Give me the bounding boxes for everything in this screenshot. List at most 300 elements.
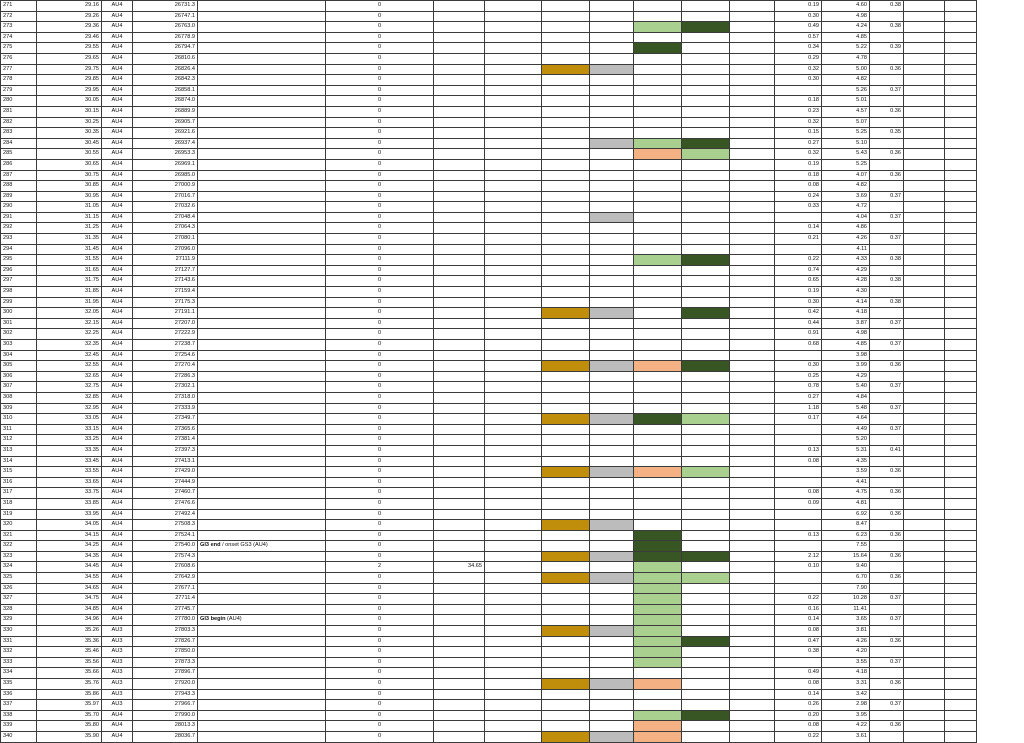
cell-empty[interactable] <box>485 604 542 615</box>
cell-value-c[interactable] <box>870 647 904 658</box>
cell-color-flag[interactable] <box>634 85 682 96</box>
cell-empty[interactable] <box>945 244 977 255</box>
cell-unit[interactable]: AU4 <box>102 170 133 181</box>
cell-extra-depth[interactable] <box>434 202 485 213</box>
cell-empty[interactable] <box>904 679 945 690</box>
cell-empty[interactable] <box>904 573 945 584</box>
cell-value-a[interactable]: 0.29 <box>775 53 822 64</box>
cell-unit[interactable]: AU4 <box>102 75 133 86</box>
cell-value-c[interactable]: 0.36 <box>870 488 904 499</box>
cell-extra-depth[interactable] <box>434 191 485 202</box>
cell-color-flag[interactable] <box>542 382 590 393</box>
cell-extra-depth[interactable] <box>434 445 485 456</box>
cell-color-flag[interactable] <box>634 350 682 361</box>
cell-sample-number[interactable]: 316 <box>1 477 37 488</box>
cell-color-flag[interactable] <box>590 392 634 403</box>
cell-color-flag[interactable] <box>542 361 590 372</box>
cell-count[interactable]: 0 <box>326 414 434 425</box>
cell-sample-number[interactable]: 296 <box>1 265 37 276</box>
cell-age[interactable]: 26763.0 <box>133 22 198 33</box>
cell-color-flag[interactable] <box>634 636 682 647</box>
cell-unit[interactable]: AU4 <box>102 223 133 234</box>
cell-empty[interactable] <box>945 679 977 690</box>
cell-depth[interactable]: 29.85 <box>37 75 102 86</box>
cell-value-b[interactable]: 4.28 <box>822 276 870 287</box>
cell-depth[interactable]: 35.56 <box>37 657 102 668</box>
cell-sample-number[interactable]: 324 <box>1 562 37 573</box>
cell-empty[interactable] <box>485 562 542 573</box>
cell-color-flag[interactable] <box>682 551 730 562</box>
cell-unit[interactable]: AU4 <box>102 435 133 446</box>
cell-color-flag[interactable] <box>634 159 682 170</box>
cell-color-flag[interactable] <box>634 657 682 668</box>
cell-empty[interactable] <box>945 647 977 658</box>
cell-color-flag[interactable] <box>634 573 682 584</box>
cell-value-b[interactable]: 15.64 <box>822 551 870 562</box>
cell-color-flag[interactable] <box>590 382 634 393</box>
cell-empty[interactable] <box>730 170 775 181</box>
cell-extra-depth[interactable] <box>434 498 485 509</box>
cell-color-flag[interactable] <box>590 181 634 192</box>
cell-extra-depth[interactable] <box>434 85 485 96</box>
cell-empty[interactable] <box>485 106 542 117</box>
cell-value-a[interactable]: 0.30 <box>775 361 822 372</box>
cell-value-c[interactable] <box>870 435 904 446</box>
cell-empty[interactable] <box>945 297 977 308</box>
cell-sample-number[interactable]: 299 <box>1 297 37 308</box>
cell-empty[interactable] <box>904 731 945 742</box>
cell-color-flag[interactable] <box>590 530 634 541</box>
cell-depth[interactable]: 33.25 <box>37 435 102 446</box>
cell-sample-number[interactable]: 306 <box>1 371 37 382</box>
cell-depth[interactable]: 31.05 <box>37 202 102 213</box>
cell-color-flag[interactable] <box>590 477 634 488</box>
cell-color-flag[interactable] <box>542 679 590 690</box>
cell-annotation[interactable] <box>198 96 326 107</box>
cell-color-flag[interactable] <box>682 85 730 96</box>
cell-unit[interactable]: AU4 <box>102 32 133 43</box>
cell-sample-number[interactable]: 294 <box>1 244 37 255</box>
cell-sample-number[interactable]: 309 <box>1 403 37 414</box>
cell-color-flag[interactable] <box>542 371 590 382</box>
cell-empty[interactable] <box>904 467 945 478</box>
cell-empty[interactable] <box>485 22 542 33</box>
cell-color-flag[interactable] <box>682 541 730 552</box>
cell-value-b[interactable]: 5.20 <box>822 435 870 446</box>
cell-depth[interactable]: 32.35 <box>37 340 102 351</box>
cell-color-flag[interactable] <box>682 1 730 12</box>
cell-empty[interactable] <box>485 530 542 541</box>
cell-count[interactable]: 0 <box>326 22 434 33</box>
cell-value-b[interactable]: 4.85 <box>822 340 870 351</box>
cell-empty[interactable] <box>730 340 775 351</box>
cell-color-flag[interactable] <box>542 710 590 721</box>
cell-color-flag[interactable] <box>542 244 590 255</box>
cell-color-flag[interactable] <box>634 318 682 329</box>
cell-empty[interactable] <box>730 191 775 202</box>
cell-color-flag[interactable] <box>634 626 682 637</box>
cell-color-flag[interactable] <box>634 287 682 298</box>
cell-empty[interactable] <box>945 11 977 22</box>
cell-value-a[interactable]: 0.27 <box>775 392 822 403</box>
cell-color-flag[interactable] <box>542 340 590 351</box>
cell-value-b[interactable]: 3.99 <box>822 361 870 372</box>
cell-empty[interactable] <box>945 583 977 594</box>
cell-color-flag[interactable] <box>542 562 590 573</box>
cell-value-a[interactable]: 0.08 <box>775 488 822 499</box>
cell-count[interactable]: 0 <box>326 583 434 594</box>
cell-color-flag[interactable] <box>682 202 730 213</box>
cell-age[interactable]: 26826.4 <box>133 64 198 75</box>
cell-empty[interactable] <box>904 361 945 372</box>
cell-value-a[interactable]: 0.18 <box>775 170 822 181</box>
cell-age[interactable]: 26731.3 <box>133 1 198 12</box>
cell-annotation[interactable] <box>198 679 326 690</box>
cell-annotation[interactable] <box>198 234 326 245</box>
cell-value-c[interactable]: 0.36 <box>870 467 904 478</box>
cell-value-c[interactable]: 0.36 <box>870 106 904 117</box>
cell-color-flag[interactable] <box>682 403 730 414</box>
cell-extra-depth[interactable] <box>434 520 485 531</box>
cell-depth[interactable]: 33.85 <box>37 498 102 509</box>
cell-age[interactable]: 27608.6 <box>133 562 198 573</box>
cell-age[interactable]: 27096.0 <box>133 244 198 255</box>
cell-age[interactable]: 27492.4 <box>133 509 198 520</box>
cell-value-a[interactable]: 0.74 <box>775 265 822 276</box>
cell-depth[interactable]: 34.96 <box>37 615 102 626</box>
cell-extra-depth[interactable] <box>434 679 485 690</box>
cell-color-flag[interactable] <box>634 96 682 107</box>
cell-extra-depth[interactable] <box>434 64 485 75</box>
cell-color-flag[interactable] <box>634 424 682 435</box>
cell-annotation[interactable] <box>198 509 326 520</box>
cell-annotation[interactable] <box>198 392 326 403</box>
cell-count[interactable]: 0 <box>326 117 434 128</box>
cell-count[interactable]: 0 <box>326 340 434 351</box>
cell-age[interactable]: 27175.3 <box>133 297 198 308</box>
cell-annotation[interactable] <box>198 382 326 393</box>
cell-depth[interactable]: 35.26 <box>37 626 102 637</box>
cell-empty[interactable] <box>485 340 542 351</box>
cell-unit[interactable]: AU4 <box>102 159 133 170</box>
cell-value-a[interactable]: 0.16 <box>775 604 822 615</box>
cell-annotation[interactable] <box>198 562 326 573</box>
cell-count[interactable]: 0 <box>326 626 434 637</box>
cell-sample-number[interactable]: 335 <box>1 679 37 690</box>
cell-age[interactable]: 26858.1 <box>133 85 198 96</box>
cell-color-flag[interactable] <box>634 392 682 403</box>
cell-depth[interactable]: 34.85 <box>37 604 102 615</box>
cell-unit[interactable]: AU3 <box>102 626 133 637</box>
cell-unit[interactable]: AU3 <box>102 636 133 647</box>
cell-color-flag[interactable] <box>634 710 682 721</box>
cell-sample-number[interactable]: 314 <box>1 456 37 467</box>
cell-empty[interactable] <box>904 22 945 33</box>
cell-extra-depth[interactable] <box>434 626 485 637</box>
cell-value-c[interactable]: 0.38 <box>870 255 904 266</box>
cell-empty[interactable] <box>945 541 977 552</box>
cell-count[interactable]: 0 <box>326 75 434 86</box>
cell-sample-number[interactable]: 280 <box>1 96 37 107</box>
cell-annotation[interactable] <box>198 477 326 488</box>
cell-color-flag[interactable] <box>682 53 730 64</box>
cell-annotation[interactable] <box>198 551 326 562</box>
cell-value-b[interactable]: 3.98 <box>822 350 870 361</box>
cell-color-flag[interactable] <box>634 117 682 128</box>
cell-value-b[interactable]: 4.20 <box>822 647 870 658</box>
cell-age[interactable]: 27574.3 <box>133 551 198 562</box>
cell-empty[interactable] <box>945 604 977 615</box>
cell-value-c[interactable] <box>870 350 904 361</box>
cell-empty[interactable] <box>945 731 977 742</box>
cell-empty[interactable] <box>485 520 542 531</box>
cell-color-flag[interactable] <box>590 276 634 287</box>
cell-empty[interactable] <box>904 636 945 647</box>
cell-sample-number[interactable]: 337 <box>1 700 37 711</box>
cell-value-b[interactable]: 3.69 <box>822 191 870 202</box>
cell-unit[interactable]: AU3 <box>102 689 133 700</box>
cell-unit[interactable]: AU4 <box>102 731 133 742</box>
cell-count[interactable]: 0 <box>326 668 434 679</box>
cell-count[interactable]: 0 <box>326 710 434 721</box>
cell-count[interactable]: 0 <box>326 403 434 414</box>
cell-color-flag[interactable] <box>542 223 590 234</box>
cell-value-a[interactable]: 0.30 <box>775 297 822 308</box>
cell-age[interactable]: 26842.3 <box>133 75 198 86</box>
cell-color-flag[interactable] <box>590 498 634 509</box>
cell-value-c[interactable]: 0.41 <box>870 445 904 456</box>
cell-empty[interactable] <box>945 626 977 637</box>
cell-color-flag[interactable] <box>634 212 682 223</box>
cell-color-flag[interactable] <box>634 414 682 425</box>
cell-extra-depth[interactable] <box>434 96 485 107</box>
cell-empty[interactable] <box>904 435 945 446</box>
cell-sample-number[interactable]: 336 <box>1 689 37 700</box>
cell-empty[interactable] <box>945 181 977 192</box>
cell-annotation[interactable] <box>198 710 326 721</box>
cell-count[interactable]: 0 <box>326 297 434 308</box>
cell-empty[interactable] <box>945 403 977 414</box>
cell-color-flag[interactable] <box>634 1 682 12</box>
cell-color-flag[interactable] <box>682 32 730 43</box>
cell-value-b[interactable]: 3.81 <box>822 626 870 637</box>
cell-color-flag[interactable] <box>682 371 730 382</box>
cell-color-flag[interactable] <box>590 75 634 86</box>
cell-color-flag[interactable] <box>542 445 590 456</box>
cell-empty[interactable] <box>904 424 945 435</box>
cell-empty[interactable] <box>945 657 977 668</box>
cell-color-flag[interactable] <box>682 488 730 499</box>
cell-empty[interactable] <box>945 75 977 86</box>
cell-color-flag[interactable] <box>590 414 634 425</box>
cell-empty[interactable] <box>904 604 945 615</box>
cell-unit[interactable]: AU4 <box>102 382 133 393</box>
cell-sample-number[interactable]: 281 <box>1 106 37 117</box>
cell-depth[interactable]: 31.45 <box>37 244 102 255</box>
cell-empty[interactable] <box>730 424 775 435</box>
cell-empty[interactable] <box>730 647 775 658</box>
cell-color-flag[interactable] <box>542 287 590 298</box>
cell-value-b[interactable]: 3.95 <box>822 710 870 721</box>
cell-age[interactable]: 27444.9 <box>133 477 198 488</box>
cell-empty[interactable] <box>485 191 542 202</box>
cell-empty[interactable] <box>485 594 542 605</box>
cell-empty[interactable] <box>730 551 775 562</box>
cell-depth[interactable]: 30.55 <box>37 149 102 160</box>
cell-age[interactable]: 27873.3 <box>133 657 198 668</box>
cell-empty[interactable] <box>945 700 977 711</box>
cell-annotation[interactable] <box>198 361 326 372</box>
cell-value-a[interactable] <box>775 85 822 96</box>
cell-color-flag[interactable] <box>634 43 682 54</box>
cell-sample-number[interactable]: 302 <box>1 329 37 340</box>
cell-age[interactable]: 27333.9 <box>133 403 198 414</box>
cell-color-flag[interactable] <box>634 64 682 75</box>
cell-empty[interactable] <box>945 392 977 403</box>
cell-count[interactable]: 0 <box>326 636 434 647</box>
cell-age[interactable]: 26778.9 <box>133 32 198 43</box>
cell-depth[interactable]: 30.35 <box>37 128 102 139</box>
cell-color-flag[interactable] <box>682 594 730 605</box>
cell-extra-depth[interactable] <box>434 318 485 329</box>
cell-unit[interactable]: AU4 <box>102 11 133 22</box>
cell-depth[interactable]: 34.15 <box>37 530 102 541</box>
cell-color-flag[interactable] <box>634 403 682 414</box>
cell-value-a[interactable]: 0.13 <box>775 445 822 456</box>
cell-extra-depth[interactable] <box>434 159 485 170</box>
cell-extra-depth[interactable] <box>434 392 485 403</box>
cell-empty[interactable] <box>730 509 775 520</box>
cell-count[interactable]: 0 <box>326 445 434 456</box>
cell-color-flag[interactable] <box>682 700 730 711</box>
cell-age[interactable]: 27381.4 <box>133 435 198 446</box>
cell-unit[interactable]: AU4 <box>102 138 133 149</box>
cell-depth[interactable]: 34.25 <box>37 541 102 552</box>
cell-empty[interactable] <box>904 445 945 456</box>
cell-color-flag[interactable] <box>590 636 634 647</box>
cell-sample-number[interactable]: 292 <box>1 223 37 234</box>
cell-unit[interactable]: AU4 <box>102 128 133 139</box>
cell-depth[interactable]: 30.65 <box>37 159 102 170</box>
cell-color-flag[interactable] <box>590 520 634 531</box>
cell-value-c[interactable] <box>870 287 904 298</box>
cell-color-flag[interactable] <box>590 329 634 340</box>
cell-empty[interactable] <box>904 276 945 287</box>
cell-value-c[interactable]: 0.37 <box>870 85 904 96</box>
cell-color-flag[interactable] <box>634 731 682 742</box>
cell-value-a[interactable]: 0.08 <box>775 626 822 637</box>
cell-empty[interactable] <box>730 382 775 393</box>
cell-empty[interactable] <box>485 265 542 276</box>
cell-color-flag[interactable] <box>634 371 682 382</box>
cell-extra-depth[interactable] <box>434 477 485 488</box>
cell-value-b[interactable]: 4.82 <box>822 181 870 192</box>
cell-color-flag[interactable] <box>682 43 730 54</box>
cell-color-flag[interactable] <box>542 721 590 732</box>
cell-color-flag[interactable] <box>634 297 682 308</box>
cell-sample-number[interactable]: 317 <box>1 488 37 499</box>
cell-value-a[interactable]: 0.42 <box>775 308 822 319</box>
cell-sample-number[interactable]: 310 <box>1 414 37 425</box>
cell-value-c[interactable] <box>870 75 904 86</box>
cell-empty[interactable] <box>485 170 542 181</box>
cell-sample-number[interactable]: 290 <box>1 202 37 213</box>
cell-value-a[interactable]: 0.47 <box>775 636 822 647</box>
cell-color-flag[interactable] <box>542 424 590 435</box>
cell-color-flag[interactable] <box>682 668 730 679</box>
cell-sample-number[interactable]: 277 <box>1 64 37 75</box>
cell-extra-depth[interactable] <box>434 117 485 128</box>
cell-color-flag[interactable] <box>590 202 634 213</box>
cell-color-flag[interactable] <box>590 318 634 329</box>
cell-empty[interactable] <box>945 212 977 223</box>
cell-extra-depth[interactable] <box>434 731 485 742</box>
cell-value-a[interactable]: 0.08 <box>775 721 822 732</box>
cell-color-flag[interactable] <box>590 647 634 658</box>
cell-extra-depth[interactable] <box>434 636 485 647</box>
cell-color-flag[interactable] <box>590 11 634 22</box>
cell-empty[interactable] <box>485 477 542 488</box>
cell-empty[interactable] <box>730 64 775 75</box>
cell-extra-depth[interactable] <box>434 181 485 192</box>
cell-age[interactable]: 27000.9 <box>133 181 198 192</box>
cell-empty[interactable] <box>730 731 775 742</box>
cell-count[interactable]: 0 <box>326 43 434 54</box>
cell-color-flag[interactable] <box>634 445 682 456</box>
cell-empty[interactable] <box>945 308 977 319</box>
cell-depth[interactable]: 35.90 <box>37 731 102 742</box>
cell-color-flag[interactable] <box>590 721 634 732</box>
cell-empty[interactable] <box>730 710 775 721</box>
cell-empty[interactable] <box>904 149 945 160</box>
cell-annotation[interactable] <box>198 75 326 86</box>
cell-value-c[interactable]: 0.36 <box>870 64 904 75</box>
cell-extra-depth[interactable] <box>434 128 485 139</box>
cell-color-flag[interactable] <box>542 689 590 700</box>
cell-age[interactable]: 27642.9 <box>133 573 198 584</box>
cell-empty[interactable] <box>945 85 977 96</box>
cell-age[interactable]: 27850.0 <box>133 647 198 658</box>
cell-color-flag[interactable] <box>682 647 730 658</box>
cell-empty[interactable] <box>945 202 977 213</box>
cell-sample-number[interactable]: 331 <box>1 636 37 647</box>
cell-empty[interactable] <box>904 223 945 234</box>
cell-color-flag[interactable] <box>542 191 590 202</box>
cell-empty[interactable] <box>945 551 977 562</box>
cell-empty[interactable] <box>730 181 775 192</box>
cell-empty[interactable] <box>730 308 775 319</box>
cell-extra-depth[interactable] <box>434 149 485 160</box>
cell-empty[interactable] <box>904 392 945 403</box>
cell-empty[interactable] <box>904 96 945 107</box>
cell-age[interactable]: 27711.4 <box>133 594 198 605</box>
cell-extra-depth[interactable] <box>434 668 485 679</box>
cell-color-flag[interactable] <box>542 117 590 128</box>
cell-annotation[interactable] <box>198 106 326 117</box>
cell-color-flag[interactable] <box>590 287 634 298</box>
cell-color-flag[interactable] <box>634 594 682 605</box>
cell-sample-number[interactable]: 322 <box>1 541 37 552</box>
cell-color-flag[interactable] <box>682 212 730 223</box>
cell-value-c[interactable] <box>870 202 904 213</box>
cell-color-flag[interactable] <box>682 159 730 170</box>
cell-color-flag[interactable] <box>634 22 682 33</box>
cell-depth[interactable]: 34.05 <box>37 520 102 531</box>
cell-color-flag[interactable] <box>634 276 682 287</box>
cell-unit[interactable]: AU4 <box>102 149 133 160</box>
cell-depth[interactable]: 29.36 <box>37 22 102 33</box>
cell-empty[interactable] <box>485 583 542 594</box>
